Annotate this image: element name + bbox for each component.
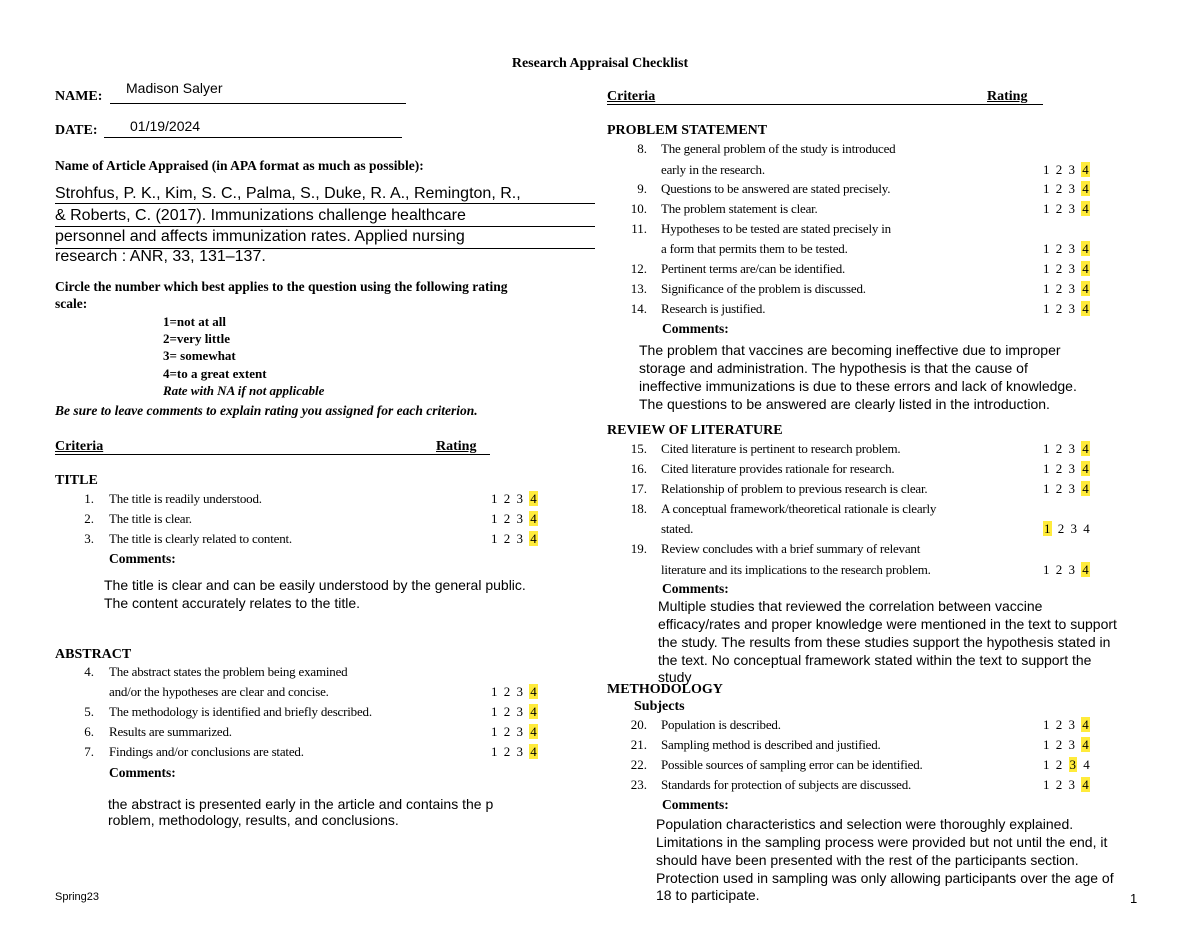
rating-1[interactable]: 1 [1043, 281, 1050, 296]
criteria-header-underline-right [607, 104, 1043, 105]
criterion-text: Relationship of problem to previous research is clear. [661, 481, 928, 496]
article-citation-line-4[interactable]: research : ANR, 33, 131–137. [55, 248, 266, 265]
rating-3[interactable]: 3 [1068, 181, 1075, 196]
rating-2[interactable]: 2 [1055, 301, 1063, 316]
rating-scale[interactable] [1043, 301, 1090, 317]
rating-scale[interactable] [1043, 181, 1090, 197]
criteria-header-underline [55, 454, 490, 455]
criterion-text: Hypotheses to be tested are stated precisely in [661, 221, 891, 236]
rating-1[interactable]: 1 [1043, 757, 1050, 772]
rating-scale[interactable] [1043, 261, 1090, 277]
abstract-section-heading: ABSTRACT [55, 647, 132, 662]
rating-scale[interactable] [491, 531, 538, 547]
rating-1[interactable]: 1 [491, 744, 498, 759]
criterion-text: Standards for protection of subjects are discussed. [661, 777, 912, 792]
criterion-text: Cited literature provides rationale for research. [661, 461, 895, 476]
comment-note: Be sure to leave comments to explain rating you assigned for each criterion. [55, 403, 478, 418]
rating-3[interactable]: 3 [1068, 241, 1075, 256]
rating-3[interactable]: 3 [1068, 717, 1075, 732]
methodology-comment-line-5[interactable]: 18 to participate. [656, 887, 760, 903]
item-number: 17. [630, 481, 647, 496]
item-number: 23. [630, 777, 647, 792]
criterion-text: The abstract states the problem being examined [109, 664, 348, 679]
scale-4: 4=to a great extent [163, 366, 267, 381]
rating-1[interactable]: 1 [491, 724, 498, 739]
rating-1[interactable]: 1 [491, 511, 498, 526]
rating-2[interactable]: 2 [1055, 162, 1063, 177]
rating-selected[interactable]: 4 [1082, 261, 1089, 276]
instruction-text-2: scale: [55, 296, 88, 311]
criterion-text: a form that permits them to be tested. [661, 241, 848, 256]
item-number: 2. [84, 511, 94, 526]
rating-3[interactable]: 3 [1068, 777, 1075, 792]
rating-1[interactable]: 1 [491, 491, 498, 506]
article-citation-line-1[interactable]: Strohfus, P. K., Kim, S. C., Palma, S., Duke, R. A., Remington, R., [55, 185, 521, 202]
rating-3[interactable]: 3 [1068, 301, 1075, 316]
rating-header: Rating [436, 439, 477, 454]
rating-selected[interactable]: 4 [1082, 281, 1089, 296]
rating-scale[interactable] [491, 704, 538, 720]
criteria-header-right: Criteria [607, 89, 656, 104]
criteria-header: Criteria [55, 439, 104, 454]
rating-2[interactable]: 2 [1055, 737, 1063, 752]
rating-selected[interactable]: 4 [1082, 737, 1089, 752]
rating-2[interactable]: 2 [1055, 481, 1063, 496]
criterion-text: The problem statement is clear. [661, 201, 818, 216]
criterion-text: The title is readily understood. [109, 491, 262, 506]
criterion-text: Questions to be answered are stated precisely. [661, 181, 891, 196]
rating-4[interactable]: 4 [1083, 757, 1090, 772]
criterion-text: Pertinent terms are/can be identified. [661, 261, 846, 276]
rating-2[interactable]: 2 [503, 491, 511, 506]
criterion-text: The methodology is identified and briefly described. [109, 704, 372, 719]
rating-selected[interactable]: 3 [1069, 757, 1076, 772]
rating-scale[interactable] [1043, 777, 1090, 793]
problem-section-heading: PROBLEM STATEMENT [607, 123, 768, 138]
rating-scale[interactable] [1043, 562, 1090, 578]
rating-3[interactable]: 3 [1068, 281, 1075, 296]
comments-label: Comments: [662, 797, 729, 812]
rating-3[interactable]: 3 [1068, 162, 1075, 177]
rating-3[interactable]: 3 [516, 491, 523, 506]
criterion-text: literature and its implications to the research problem. [661, 562, 931, 577]
rating-selected[interactable]: 4 [530, 704, 537, 719]
rating-selected[interactable]: 4 [1082, 461, 1089, 476]
rating-selected[interactable]: 4 [1082, 441, 1089, 456]
rating-2[interactable]: 2 [1057, 521, 1065, 536]
rating-2[interactable]: 2 [503, 744, 511, 759]
rating-selected[interactable]: 1 [1044, 521, 1051, 536]
rating-scale[interactable] [491, 491, 538, 507]
criterion-text: and/or the hypotheses are clear and concise. [109, 684, 329, 699]
rating-scale[interactable] [491, 511, 538, 527]
criterion-text: Population is described. [661, 717, 781, 732]
criterion-text: Research is justified. [661, 301, 766, 316]
rating-scale[interactable] [1043, 162, 1090, 178]
criterion-text: Cited literature is pertinent to research problem. [661, 441, 901, 456]
document-title: Research Appraisal Checklist [511, 56, 689, 71]
rating-3[interactable]: 3 [1068, 461, 1075, 476]
rating-1[interactable]: 1 [491, 684, 498, 699]
rating-scale[interactable] [1043, 717, 1090, 733]
rating-selected[interactable]: 4 [1082, 201, 1089, 216]
article-underline-2 [55, 226, 595, 227]
methodology-comment-line-3[interactable]: should have been presented with the rest of the participants section. [656, 852, 1079, 868]
item-number: 19. [630, 541, 647, 556]
item-number: 3. [84, 531, 94, 546]
rating-header-right: Rating [987, 89, 1028, 104]
article-citation-line-3[interactable]: personnel and affects immunization rates. Applied nursing [55, 228, 465, 245]
criterion-text: The general problem of the study is introduced [661, 141, 896, 156]
rating-3[interactable]: 3 [516, 684, 523, 699]
rating-2[interactable]: 2 [503, 704, 511, 719]
scale-na: Rate with NA if not applicable [163, 383, 325, 398]
criterion-text: Possible sources of sampling error can be identified. [661, 757, 923, 772]
title-section-heading: TITLE [55, 473, 98, 488]
item-number: 9. [637, 181, 647, 196]
title-comment-line-2[interactable]: The content accurately relates to the title. [104, 595, 361, 611]
rating-scale[interactable] [1043, 241, 1090, 257]
literature-comment-line-1[interactable]: Multiple studies that reviewed the correlation between vaccine [658, 598, 1043, 614]
problem-comment-line-1[interactable]: The problem that vaccines are becoming ineffective due to improper [639, 342, 1061, 358]
rating-3[interactable]: 3 [1068, 201, 1075, 216]
item-number: 14. [630, 301, 647, 316]
rating-3[interactable]: 3 [1068, 441, 1075, 456]
rating-3[interactable]: 3 [1068, 261, 1075, 276]
literature-comment-line-2[interactable]: efficacy/rates and proper knowledge were mentioned in the text to support [658, 616, 1117, 632]
rating-scale[interactable] [491, 744, 538, 760]
rating-1[interactable]: 1 [1043, 481, 1050, 496]
criterion-text: A conceptual framework/theoretical rationale is clearly [661, 501, 937, 516]
rating-2[interactable]: 2 [503, 531, 511, 546]
literature-section-heading: REVIEW OF LITERATURE [607, 423, 783, 438]
rating-3[interactable]: 3 [516, 744, 523, 759]
rating-selected[interactable]: 4 [530, 744, 537, 759]
rating-3[interactable]: 3 [516, 531, 523, 546]
item-number: 20. [630, 717, 647, 732]
rating-scale[interactable] [1043, 521, 1090, 537]
scale-2: 2=very little [163, 331, 230, 346]
criterion-text: Sampling method is described and justified. [661, 737, 881, 752]
rating-selected[interactable]: 4 [1082, 481, 1089, 496]
rating-2[interactable]: 2 [1055, 441, 1063, 456]
rating-3[interactable]: 3 [1070, 521, 1077, 536]
rating-scale[interactable] [1043, 281, 1090, 297]
rating-1[interactable]: 1 [1043, 241, 1050, 256]
rating-1[interactable]: 1 [1043, 777, 1050, 792]
rating-2[interactable]: 2 [1055, 717, 1063, 732]
rating-selected[interactable]: 4 [1082, 717, 1089, 732]
comments-label: Comments: [662, 581, 729, 596]
title-comment-line-1[interactable]: The title is clear and can be easily understood by the general public. [104, 577, 526, 593]
rating-selected[interactable]: 4 [530, 491, 537, 506]
criterion-text: Review concludes with a brief summary of relevant [661, 541, 921, 556]
comments-label: Comments: [662, 321, 729, 336]
rating-4[interactable]: 4 [1083, 521, 1090, 536]
abstract-comment-line-2[interactable]: roblem, methodology, results, and conclusions. [108, 812, 399, 828]
rating-1[interactable]: 1 [1043, 162, 1050, 177]
rating-3[interactable]: 3 [1068, 481, 1075, 496]
literature-comment-line-3[interactable]: the study. The results from these studies support the hypothesis stated in [658, 634, 1111, 650]
date-field[interactable]: 01/19/2024 [130, 118, 201, 134]
rating-1[interactable]: 1 [1043, 261, 1050, 276]
rating-2[interactable]: 2 [1055, 777, 1063, 792]
literature-comment-line-4[interactable]: the text. No conceptual framework stated within the text to support the [658, 652, 1092, 668]
name-underline [110, 103, 406, 104]
rating-selected[interactable]: 4 [1082, 181, 1089, 196]
rating-2[interactable]: 2 [503, 684, 511, 699]
item-number: 13. [630, 281, 647, 296]
name-label: NAME: [55, 89, 103, 104]
rating-1[interactable]: 1 [1043, 737, 1050, 752]
item-number: 1. [84, 491, 94, 506]
rating-scale[interactable] [1043, 201, 1090, 217]
rating-2[interactable]: 2 [1055, 281, 1063, 296]
item-number: 16. [630, 461, 647, 476]
page-number: 1 [1130, 891, 1138, 906]
problem-comment-line-2[interactable]: storage and administration. The hypothesis is that the cause of [639, 360, 1028, 376]
scale-1: 1=not at all [163, 314, 227, 329]
rating-1[interactable]: 1 [491, 531, 498, 546]
rating-1[interactable]: 1 [1043, 441, 1050, 456]
rating-2[interactable]: 2 [1055, 201, 1063, 216]
rating-selected[interactable]: 4 [530, 724, 537, 739]
rating-2[interactable]: 2 [1055, 241, 1063, 256]
rating-selected[interactable]: 4 [1082, 301, 1089, 316]
criterion-text: Significance of the problem is discussed. [661, 281, 866, 296]
criterion-text: stated. [661, 521, 694, 536]
item-number: 12. [630, 261, 647, 276]
item-number: 4. [84, 664, 94, 679]
criterion-text: early in the research. [661, 162, 765, 177]
rating-scale[interactable] [491, 684, 538, 700]
criterion-text: The title is clear. [109, 511, 192, 526]
rating-2[interactable]: 2 [503, 511, 511, 526]
item-number: 15. [630, 441, 647, 456]
rating-3[interactable]: 3 [516, 704, 523, 719]
instruction-text: Circle the number which best applies to the question using the following rating [55, 279, 508, 294]
item-number: 8. [637, 141, 647, 156]
rating-1[interactable]: 1 [491, 704, 498, 719]
item-number: 5. [84, 704, 94, 719]
article-label: Name of Article Appraised (in APA format as much as possible): [55, 158, 424, 173]
rating-2[interactable]: 2 [1055, 261, 1063, 276]
rating-3[interactable]: 3 [516, 511, 523, 526]
footer-term: Spring23 [55, 891, 100, 903]
rating-1[interactable]: 1 [1043, 201, 1050, 216]
rating-selected[interactable]: 4 [1082, 241, 1089, 256]
item-number: 18. [630, 501, 647, 516]
name-field[interactable]: Madison Salyer [126, 80, 223, 96]
methodology-section-heading: METHODOLOGY [607, 682, 723, 697]
rating-1[interactable]: 1 [1043, 461, 1050, 476]
date-label: DATE: [55, 123, 98, 138]
rating-2[interactable]: 2 [1055, 461, 1063, 476]
item-number: 22. [630, 757, 647, 772]
comments-label: Comments: [109, 551, 176, 566]
abstract-comment-line-1[interactable]: the abstract is presented early in the article and contains the p [108, 796, 494, 812]
rating-2[interactable]: 2 [1055, 757, 1063, 772]
rating-selected[interactable]: 4 [1082, 162, 1089, 177]
problem-comment-line-3[interactable]: ineffective immunizations is due to these errors and lack of knowledge. [639, 378, 1077, 394]
methodology-comment-line-4[interactable]: Protection used in sampling was only allowing participants over the age of [656, 870, 1114, 886]
rating-selected[interactable]: 4 [1082, 562, 1089, 577]
rating-scale[interactable] [1043, 461, 1090, 477]
item-number: 11. [631, 221, 647, 236]
criterion-text: Findings and/or conclusions are stated. [109, 744, 304, 759]
problem-comment-line-4[interactable]: The questions to be answered are clearly listed in the introduction. [639, 396, 1050, 412]
item-number: 6. [84, 724, 94, 739]
rating-selected[interactable]: 4 [1082, 777, 1089, 792]
criterion-text: The title is clearly related to content. [109, 531, 292, 546]
rating-selected[interactable]: 4 [530, 684, 537, 699]
rating-1[interactable]: 1 [1043, 301, 1050, 316]
rating-scale[interactable] [1043, 481, 1090, 497]
rating-2[interactable]: 2 [1055, 562, 1063, 577]
item-number: 7. [84, 744, 94, 759]
rating-3[interactable]: 3 [516, 724, 523, 739]
subjects-subheading: Subjects [634, 699, 685, 714]
literature-comment-line-5[interactable]: study [658, 669, 692, 685]
rating-selected[interactable]: 4 [530, 531, 537, 546]
rating-1[interactable]: 1 [1043, 181, 1050, 196]
rating-scale[interactable] [491, 724, 538, 740]
article-citation-line-2[interactable]: & Roberts, C. (2017). Immunizations challenge healthcare [55, 207, 466, 224]
rating-1[interactable]: 1 [1043, 717, 1050, 732]
rating-1[interactable]: 1 [1043, 562, 1050, 577]
rating-3[interactable]: 3 [1068, 737, 1075, 752]
methodology-comment-line-1[interactable]: Population characteristics and selection were thoroughly explained. [656, 816, 1074, 832]
criterion-text: Results are summarized. [109, 724, 232, 739]
rating-selected[interactable]: 4 [530, 511, 537, 526]
comments-label: Comments: [109, 765, 176, 780]
rating-scale[interactable] [1043, 737, 1090, 753]
rating-2[interactable]: 2 [503, 724, 511, 739]
rating-3[interactable]: 3 [1068, 562, 1075, 577]
methodology-comment-line-2[interactable]: Limitations in the sampling process were provided but not until the end, it [656, 834, 1108, 850]
rating-scale[interactable] [1043, 441, 1090, 457]
rating-2[interactable]: 2 [1055, 181, 1063, 196]
item-number: 10. [630, 201, 647, 216]
article-underline-1 [55, 203, 595, 204]
scale-3: 3= somewhat [163, 348, 236, 363]
date-underline [104, 137, 402, 138]
item-number: 21. [630, 737, 647, 752]
rating-scale[interactable] [1043, 757, 1090, 773]
